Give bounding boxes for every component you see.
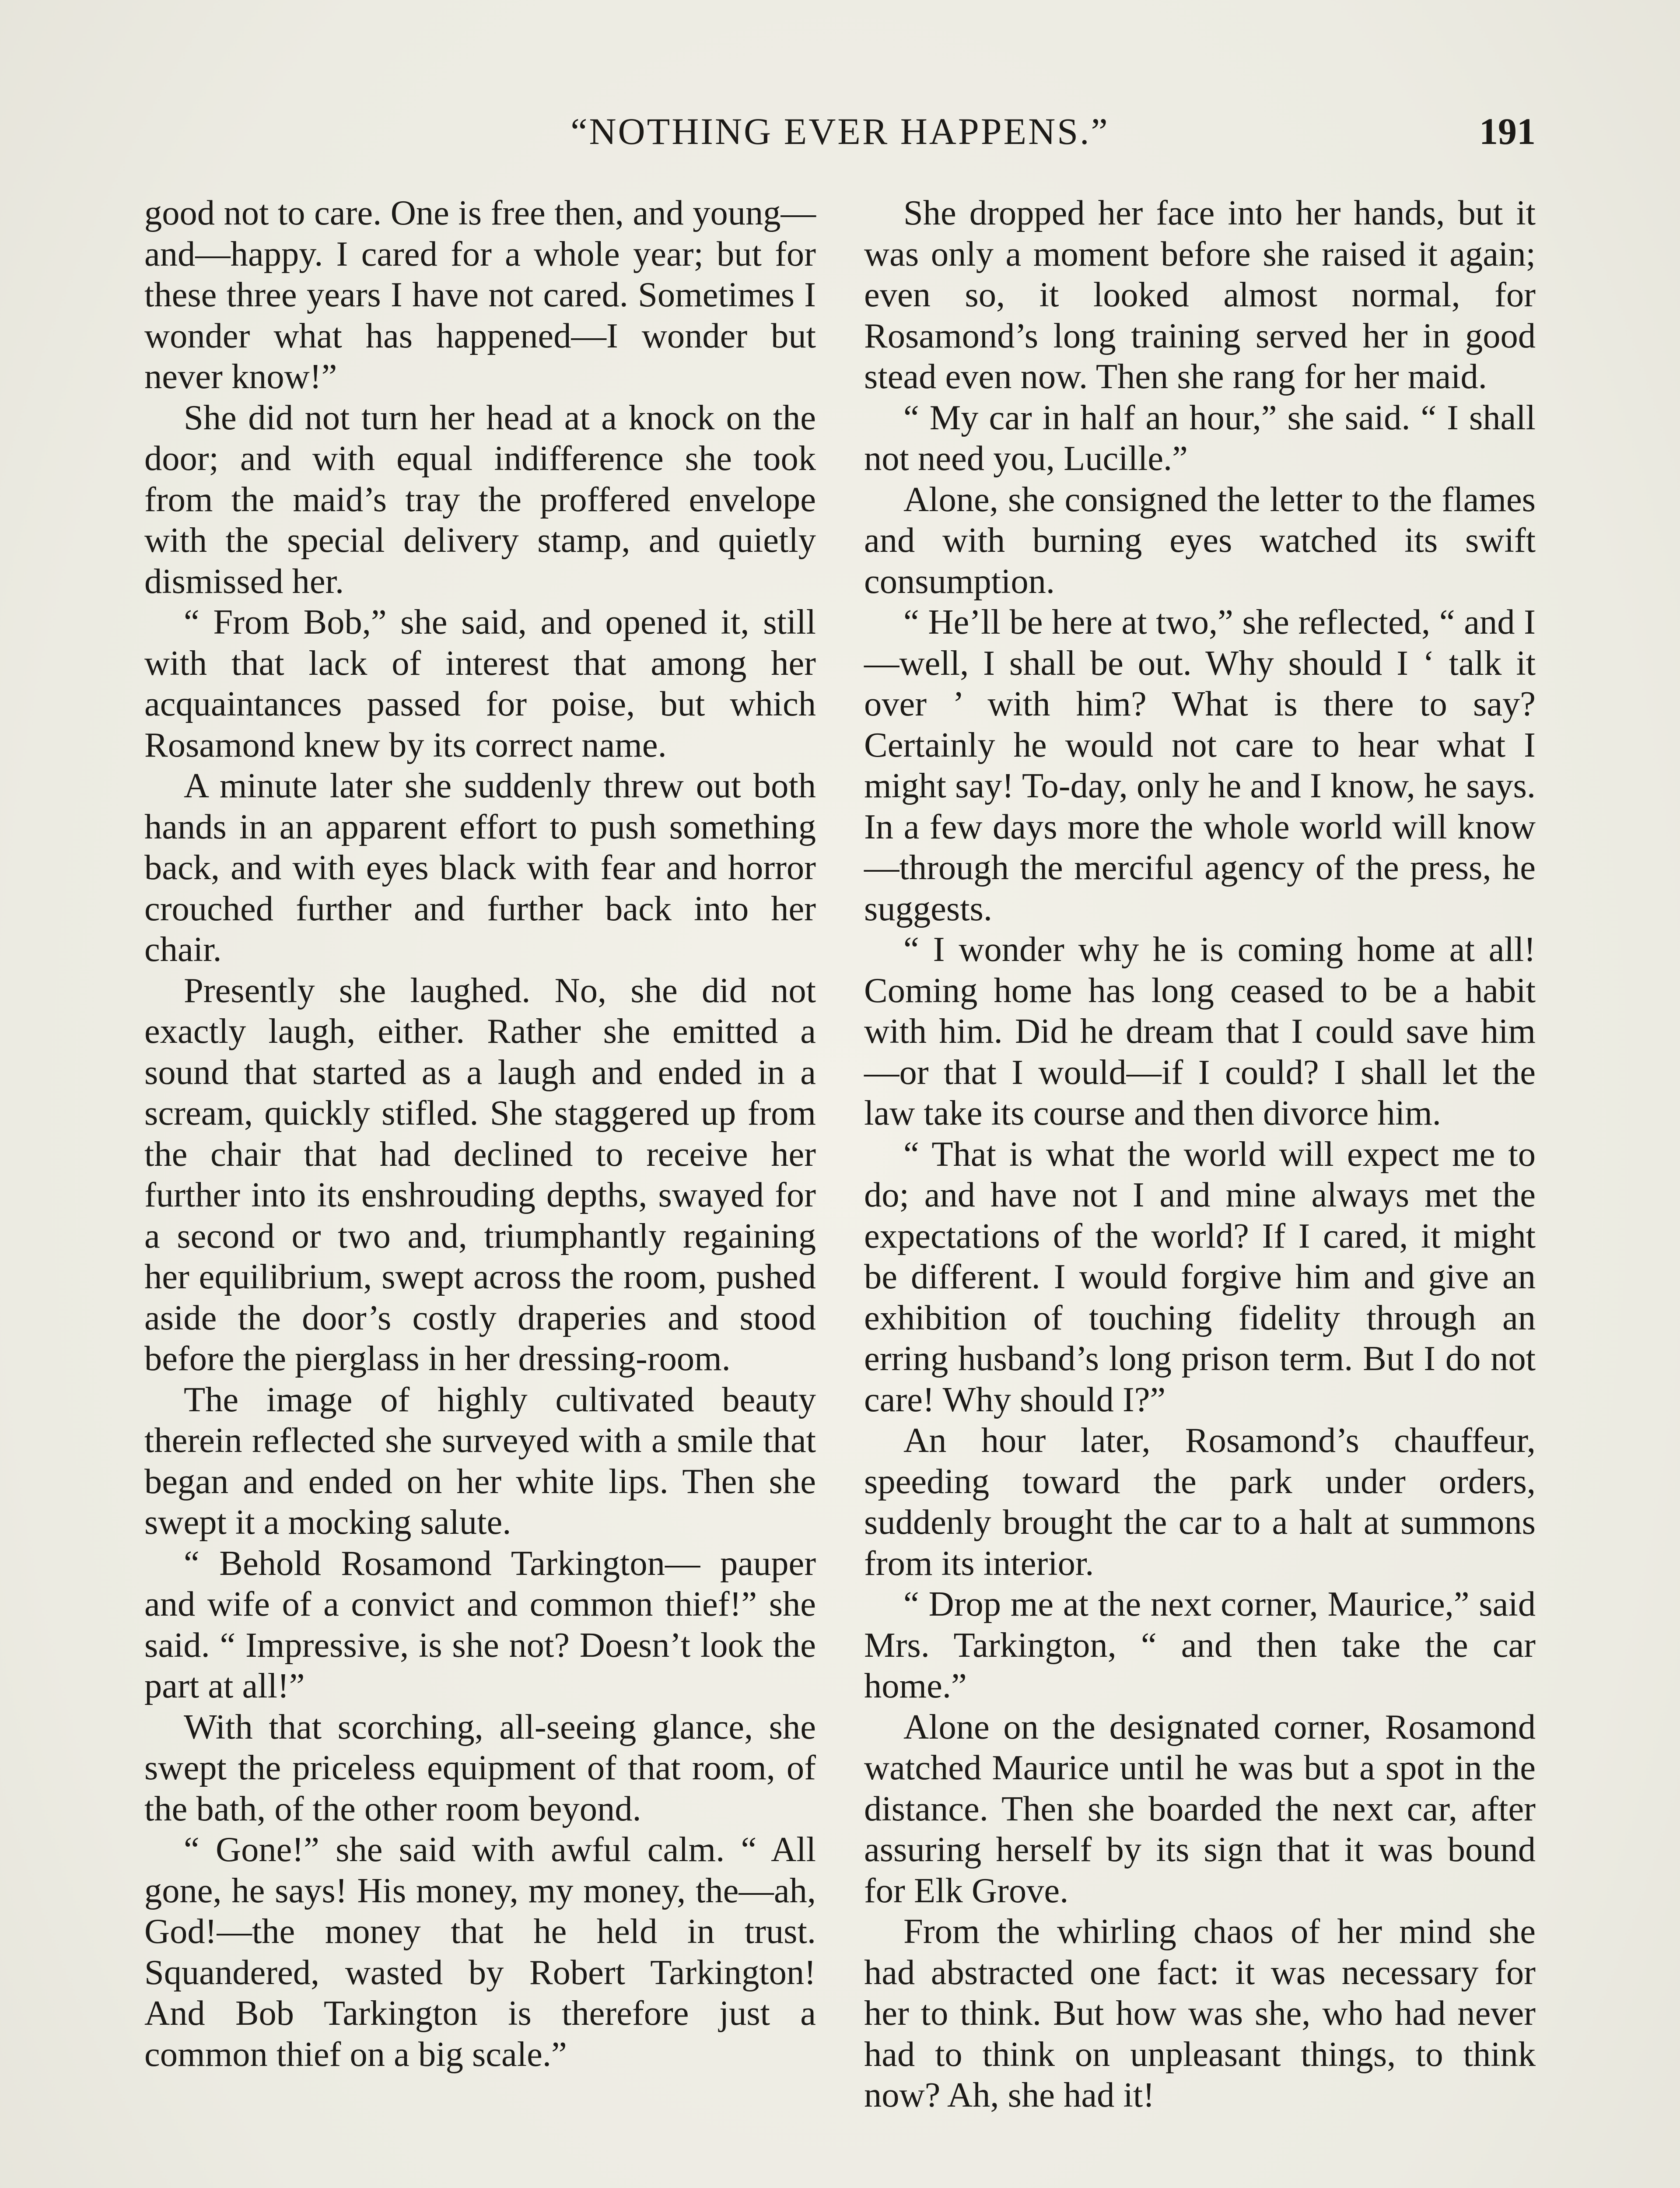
paragraph: A minute later she suddenly threw out both hands in an apparent effort to push something back, and with eyes black with fear and horror crouched further and further back into her chair.: [144, 766, 816, 969]
paragraph: “ Behold Rosamond Tarkington— pauper and wife of a convict and common thief!” she said. “ Impressive, is she not? Doesn’t look the part at all!”: [144, 1543, 816, 1705]
left-column: [144, 193, 816, 2188]
page-header: [144, 105, 1536, 158]
paragraph: Alone, she consigned the letter to the flames and with burning eyes watched its swift consumption.: [864, 480, 1536, 601]
right-column: [864, 193, 1536, 2188]
text-columns: [144, 193, 1536, 2188]
paragraph: “ From Bob,” she said, and opened it, still with that lack of interest that among her acquaintances passed for poise, but which Rosamond knew by its correct name.: [144, 603, 816, 764]
paragraph: “ My car in half an hour,” she said. “ I shall not need you, Lucille.”: [864, 398, 1536, 478]
paragraph: good not to care. One is free then, and young—and—happy. I cared for a whole year; but for these three years I have not cared. Sometimes I wonder what has happened—I wonder but never know!”: [144, 193, 816, 396]
paragraph: “ Gone!” she said with awful calm. “ All gone, he says! His money, my money, the—ah, God!—the money that he held in trust. Squandered, wasted by Robert Tarkington! And Bob Tarkington is therefore just a common thief on a big scale.”: [144, 1830, 816, 2074]
paragraph: She did not turn her head at a knock on the door; and with equal indifference she took from the maid’s tray the proffered envelope with the special delivery stamp, and quietly dismissed her.: [144, 398, 816, 601]
paragraph: “ I wonder why he is coming home at all! Coming home has long ceased to be a habit with him. Did he dream that I could save him—or that I would—if I could? I shall let the law take its course and then divorce him.: [864, 930, 1536, 1133]
paragraph: She dropped her face into her hands, but it was only a moment before she raised it again; even so, it looked almost normal, for Rosamond’s long training served her in good stead even now. Then she rang for her maid.: [864, 193, 1536, 396]
paragraph: Alone on the designated corner, Rosamond watched Maurice until he was but a spot in the distance. Then she boarded the next car, after assuring herself by its sign that it was bound for Elk Grove.: [864, 1707, 1536, 1910]
paragraph: An hour later, Rosamond’s chauffeur, speeding toward the park under orders, suddenly brought the car to a halt at summons from its interior.: [864, 1421, 1536, 1583]
paragraph: The image of highly cultivated beauty therein reflected she surveyed with a smile that began and ended on her white lips. Then she swept it a mocking salute.: [144, 1380, 816, 1542]
paragraph: “ That is what the world will expect me to do; and have not I and mine always met the expectations of the world? If I cared, it might be different. I would forgive him and give an exhibition of touching fidelity through an erring husband’s long prison term. But I do not care! Why should I?”: [864, 1134, 1536, 1419]
paragraph: Presently she laughed. No, she did not exactly laugh, either. Rather she emitted a sound that started as a laugh and ended in a scream, quickly stifled. She staggered up from the chair that had declined to receive her further into its enshrouding depths, swayed for a second or two and, triumphantly regaining her equilibrium, swept across the room, pushed aside the door’s costly draperies and stood before the pierglass in her dressing-room.: [144, 971, 816, 1378]
paragraph: From the whirling chaos of her mind she had abstracted one fact: it was necessary for her to think. But how was she, who had never had to think on unpleasant things, to think now? Ah, she had it!: [864, 1912, 1536, 2114]
running-head: “NOTHING EVER HAPPENS.”: [570, 110, 1110, 152]
paragraph: “ He’ll be here at two,” she reflected, “ and I—well, I shall be out. Why should I ‘ talk it over ’ with him? What is there to say? Certainly he would not care to hear what I might say! To-day, only he and I know, he says. In a few days more the whole world will know—through the merciful agency of the press, he suggests.: [864, 603, 1536, 928]
page-number: 191: [1479, 110, 1536, 152]
paragraph: “ Drop me at the next corner, Maurice,” said Mrs. Tarkington, “ and then take the car home.”: [864, 1585, 1536, 1705]
paragraph: With that scorching, all-seeing glance, she swept the priceless equipment of that room, of the bath, of the other room beyond.: [144, 1707, 816, 1828]
